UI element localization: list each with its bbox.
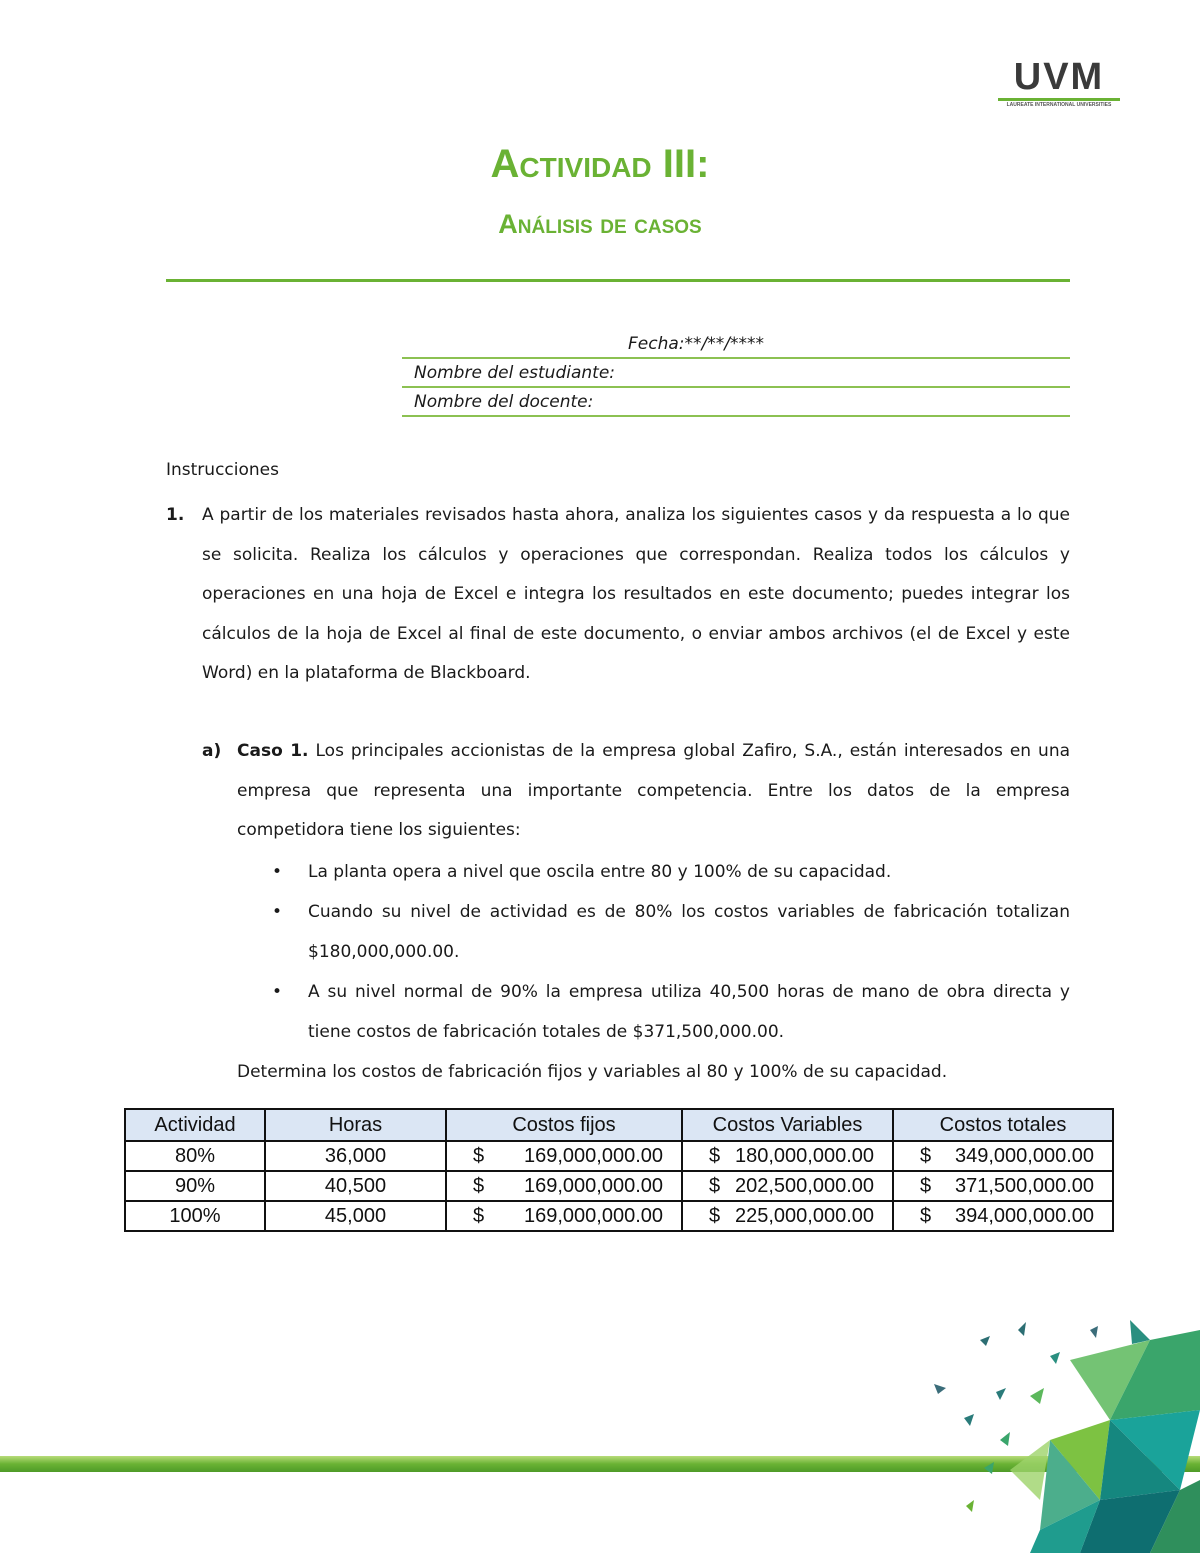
amount: 371,500,000.00	[954, 1174, 1094, 1197]
cell-horas: 45,000	[265, 1201, 446, 1231]
header-costos-variables: Costos Variables	[682, 1109, 893, 1141]
cell-totales	[893, 1201, 1113, 1231]
cell-fijos	[446, 1171, 682, 1201]
currency-symbol: $	[920, 1204, 932, 1227]
currency-symbol: $	[920, 1144, 932, 1167]
header-horas: Horas	[265, 1109, 446, 1141]
amount: 202,500,000.00	[734, 1174, 874, 1197]
bullet-icon: •	[272, 902, 283, 922]
case-1-intro	[237, 732, 1070, 851]
amount: 169,000,000.00	[523, 1204, 663, 1227]
cell-fijos	[446, 1141, 682, 1171]
cell-horas: 40,500	[265, 1171, 446, 1201]
teacher-name-label: Nombre del docente:	[414, 392, 594, 412]
logo-underline	[998, 98, 1120, 101]
cell-actividad: 90%	[125, 1171, 265, 1201]
case-1-label: Caso 1.	[237, 741, 309, 761]
table-header-row	[125, 1109, 1113, 1141]
list-item	[272, 892, 1070, 972]
header-costos-fijos: Costos fijos	[446, 1109, 682, 1141]
document-title: Actividad III:	[490, 142, 710, 186]
table-row	[125, 1171, 1113, 1201]
uvm-logo	[998, 56, 1120, 108]
cell-variables	[682, 1171, 893, 1201]
amount: 169,000,000.00	[523, 1144, 663, 1167]
item-1-text: A partir de los materiales revisados hasta ahora, analiza los siguientes casos y da respuesta a lo que se solicita. Realiza los cálculos y operaciones que correspondan. Realiza todos los cálculos y operaciones en una hoja de Excel e integra los resultados en este documento; puedes integrar los cálculos de la hoja de Excel al final de este documento, o enviar ambos archivos (el de Excel y este Word) en la plataforma de Blackboard.	[202, 505, 1070, 683]
student-name-label: Nombre del estudiante:	[414, 363, 616, 383]
bullet-text: La planta opera a nivel que oscila entre 80 y 100% de su capacidad.	[308, 862, 892, 882]
currency-symbol: $	[473, 1144, 485, 1167]
cell-horas: 36,000	[265, 1141, 446, 1171]
case-letter: a)	[202, 741, 222, 761]
table-row	[125, 1201, 1113, 1231]
header-costos-totales: Costos totales	[893, 1109, 1113, 1141]
table-row	[125, 1141, 1113, 1171]
currency-symbol: $	[709, 1204, 721, 1227]
polygon-decoration-icon	[900, 1300, 1200, 1553]
case-1-bullets	[272, 852, 1070, 1052]
cell-totales	[893, 1171, 1113, 1201]
amount: 394,000,000.00	[954, 1204, 1094, 1227]
amount: 169,000,000.00	[523, 1174, 663, 1197]
title-divider	[166, 279, 1070, 282]
teacher-name-field[interactable]	[402, 388, 1070, 417]
student-name-field[interactable]	[402, 359, 1070, 388]
date-field[interactable]	[402, 330, 1070, 359]
logo-subtitle: LAUREATE INTERNATIONAL UNIVERSITIES	[1006, 102, 1112, 108]
cell-actividad: 100%	[125, 1201, 265, 1231]
cell-variables	[682, 1201, 893, 1231]
currency-symbol: $	[473, 1204, 485, 1227]
case-1-text: Los principales accionistas de la empresa global Zafiro, S.A., están interesados en una empresa que representa una importante competencia. Entre los datos de la empresa competidora tiene los siguientes:	[237, 741, 1071, 840]
currency-symbol: $	[709, 1174, 721, 1197]
currency-symbol: $	[920, 1174, 932, 1197]
bullet-icon: •	[272, 862, 283, 882]
bullet-icon: •	[272, 982, 283, 1002]
document-subtitle: Análisis de casos	[498, 209, 702, 239]
bullet-text: A su nivel normal de 90% la empresa utiliza 40,500 horas de mano de obra directa y tiene costos de fabricación totales de $371,500,000.00.	[308, 982, 1070, 1042]
cell-actividad: 80%	[125, 1141, 265, 1171]
item-number: 1.	[166, 505, 185, 525]
student-info-form	[402, 330, 1070, 417]
amount: 180,000,000.00	[734, 1144, 874, 1167]
amount: 225,000,000.00	[734, 1204, 874, 1227]
cell-totales	[893, 1141, 1113, 1171]
costs-table	[124, 1108, 1114, 1232]
cell-fijos	[446, 1201, 682, 1231]
header-actividad: Actividad	[125, 1109, 265, 1141]
list-item	[272, 972, 1070, 1052]
amount: 349,000,000.00	[954, 1144, 1094, 1167]
instructions-heading: Instrucciones	[166, 460, 279, 480]
bullet-text: Cuando su nivel de actividad es de 80% los costos variables de fabricación totalizan $180,000,000.00.	[308, 902, 1070, 962]
currency-symbol: $	[709, 1144, 721, 1167]
list-item	[272, 852, 1070, 892]
date-label: Fecha:**/**/****	[628, 334, 764, 354]
case-1-question: Determina los costos de fabricación fijos y variables al 80 y 100% de su capacidad.	[237, 1062, 948, 1082]
cell-variables	[682, 1141, 893, 1171]
currency-symbol: $	[473, 1174, 485, 1197]
logo-wordmark: UVM	[1013, 56, 1105, 98]
